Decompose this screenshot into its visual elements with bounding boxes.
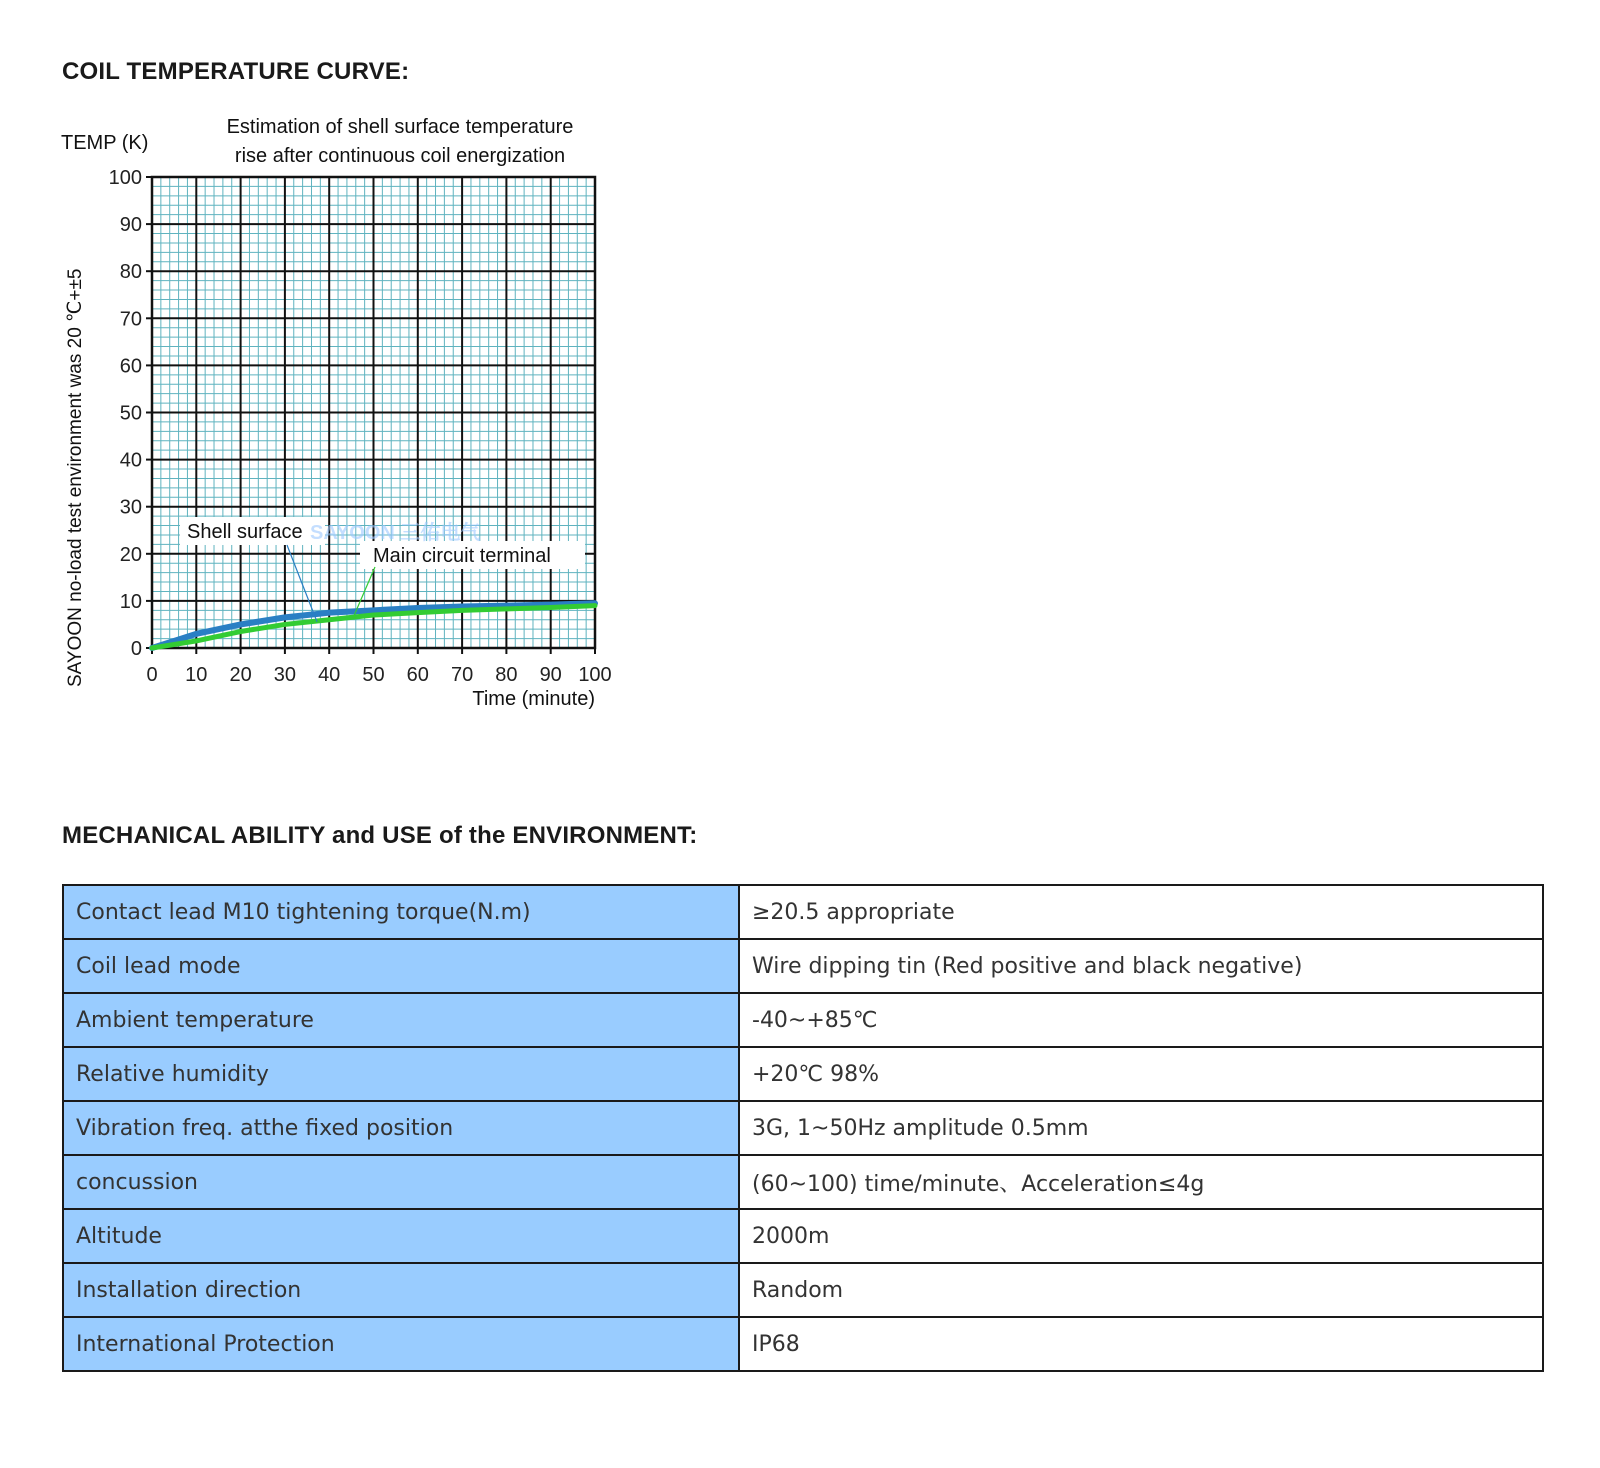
param-cell: Ambient temperature: [63, 993, 739, 1047]
param-cell: Installation direction: [63, 1263, 739, 1317]
watermark-text: SAYOON 三佑电气: [310, 522, 481, 544]
y-tick-label: 30: [119, 496, 142, 519]
y-tick-label: 50: [119, 402, 142, 425]
y-tick-label: 70: [119, 308, 142, 331]
y-tick-label: 20: [119, 543, 142, 566]
value-cell: IP68: [739, 1317, 1543, 1371]
table-row: [63, 885, 1543, 939]
y-tick-label: 100: [108, 167, 142, 189]
y-tick-label: 90: [119, 214, 142, 237]
x-tick-label: 30: [273, 664, 297, 686]
y-tick-label: 40: [119, 449, 142, 472]
spec-table: [62, 884, 1544, 1372]
coil-temperature-chart: [55, 105, 635, 745]
value-cell: (60~100) time/minute、Acceleration≤4g: [739, 1155, 1543, 1209]
x-tick-label: 40: [318, 664, 341, 686]
x-tick-label: 50: [362, 664, 385, 686]
value-cell: Random: [739, 1263, 1543, 1317]
table-row: [63, 1047, 1543, 1101]
x-tick-label: 70: [450, 664, 474, 686]
param-cell: Relative humidity: [63, 1047, 739, 1101]
value-cell: ≥20.5 appropriate: [739, 885, 1543, 939]
x-tick-label: 60: [406, 664, 429, 686]
side-note-test-environment: SAYOON no-load test environment was 20 ℃+±5: [65, 268, 86, 687]
table-row: [63, 1101, 1543, 1155]
table-row: [63, 993, 1543, 1047]
y-axis-label: TEMP (K): [61, 132, 149, 154]
param-cell: Vibration freq. atthe fixed position: [63, 1101, 739, 1155]
x-tick-label: 0: [146, 664, 158, 686]
x-tick-label: 10: [185, 664, 208, 686]
chart-title-line: rise after continuous coil energization: [234, 145, 566, 167]
value-cell: +20℃ 98%: [739, 1047, 1543, 1101]
section-heading-coil-temperature-curve: COIL TEMPERATURE CURVE:: [62, 58, 410, 85]
table-row: [63, 1209, 1543, 1263]
x-tick-label: 20: [229, 664, 252, 686]
param-cell: International Protection: [63, 1317, 739, 1371]
chart-title-line: Estimation of shell surface temperature: [226, 116, 574, 138]
param-cell: concussion: [63, 1155, 739, 1209]
x-tick-label: 100: [578, 664, 612, 686]
x-axis-label: Time (minute): [472, 688, 595, 710]
series-label-shell-surface: Shell surface: [187, 521, 303, 543]
table-row: [63, 1263, 1543, 1317]
y-tick-label: 0: [130, 638, 142, 660]
grid-major: [152, 177, 595, 648]
x-tick-label: 80: [495, 664, 518, 686]
value-cell: 3G, 1~50Hz amplitude 0.5mm: [739, 1101, 1543, 1155]
table-row: [63, 939, 1543, 993]
y-tick-label: 60: [119, 355, 142, 378]
x-tick-label: 90: [539, 664, 562, 686]
param-cell: Coil lead mode: [63, 939, 739, 993]
y-tick-label: 10: [119, 590, 142, 613]
y-tick-label: 80: [119, 261, 142, 284]
table-row: [63, 1317, 1543, 1371]
chart-svg: [55, 105, 635, 745]
series-label-main-circuit-terminal: Main circuit terminal: [373, 545, 551, 567]
param-cell: Altitude: [63, 1209, 739, 1263]
value-cell: Wire dipping tin (Red positive and black negative): [739, 939, 1543, 993]
table-row: [63, 1155, 1543, 1209]
param-cell: Contact lead M10 tightening torque(N.m): [63, 885, 739, 939]
section-heading-mechanical: MECHANICAL ABILITY and USE of the ENVIRONMENT:: [62, 822, 698, 849]
value-cell: -40~+85℃: [739, 993, 1543, 1047]
value-cell: 2000m: [739, 1209, 1543, 1263]
